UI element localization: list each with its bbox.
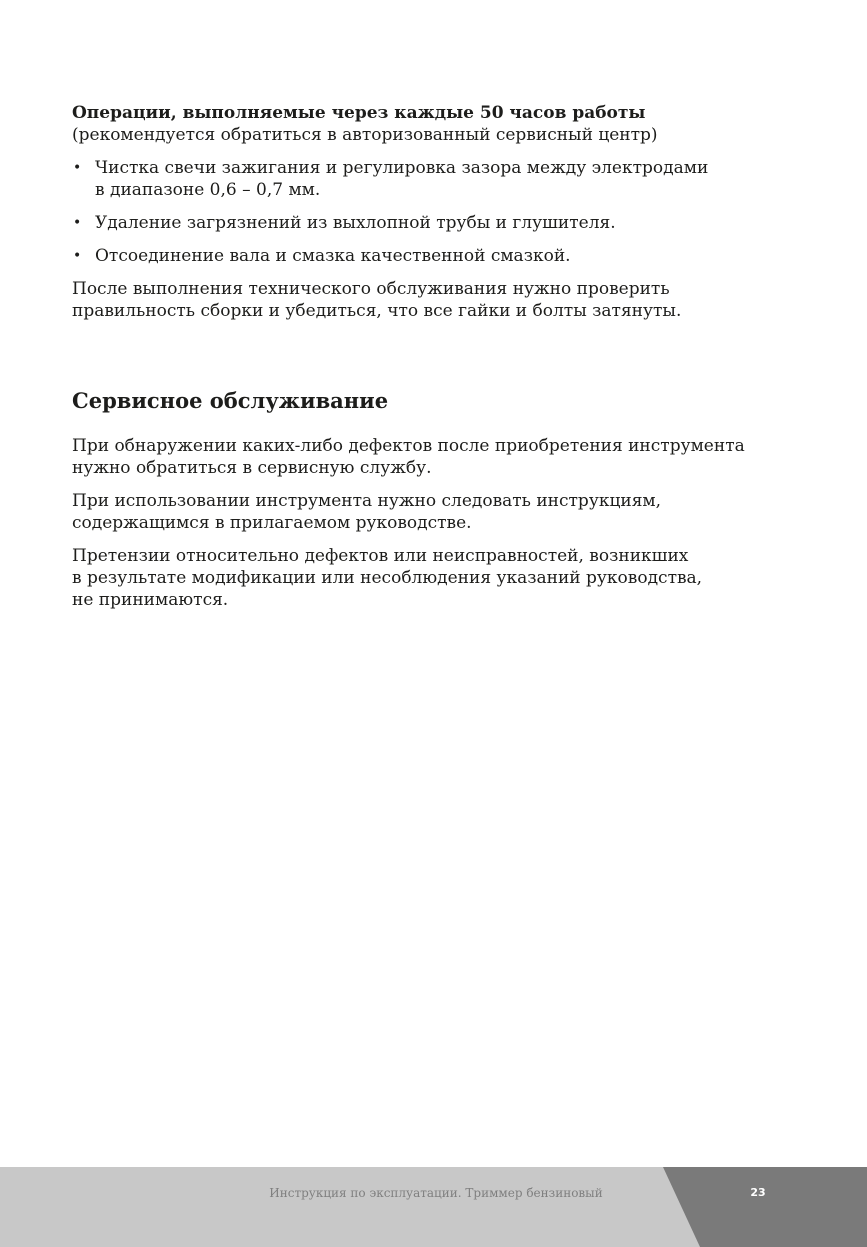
paragraph <box>72 490 745 534</box>
paragraph-line: в результате модификации или несоблюдения указаний руководства, <box>72 568 703 588</box>
list-item <box>72 157 708 201</box>
section-title: Операции, выполняемые через каждые 50 часов работы <box>72 103 646 123</box>
list-item <box>72 245 708 267</box>
paragraph-line: При использовании инструмента нужно следовать инструкциям, <box>72 491 662 511</box>
paragraph-line: содержащимся в прилагаемом руководстве. <box>72 513 472 533</box>
page-number: 23 <box>750 1186 766 1199</box>
list-item-line: Чистка свечи зажигания и регулировка зазора между электродами <box>95 158 709 178</box>
footer-tab-shape <box>663 1167 867 1247</box>
section-intro <box>72 102 708 146</box>
paragraph-line: После выполнения технического обслуживания нужно проверить <box>72 279 670 299</box>
paragraph <box>72 545 745 611</box>
paragraph-line: Претензии относительно дефектов или неисправностей, возникших <box>72 546 689 566</box>
paragraph-line: правильность сборки и убедиться, что все гайки и болты затянуты. <box>72 301 682 321</box>
footer-document-title: Инструкция по эксплуатации. Триммер бензиновый <box>269 1186 603 1200</box>
paragraph-line: нужно обратиться в сервисную службу. <box>72 458 432 478</box>
maintenance-50h-section <box>72 102 708 333</box>
after-maintenance-note <box>72 278 708 322</box>
bullet-marker: • <box>73 248 82 264</box>
section-subtitle: (рекомендуется обратиться в авторизованный сервисный центр) <box>72 125 658 145</box>
section-heading: Сервисное обслуживание <box>72 388 389 413</box>
list-item <box>72 212 708 234</box>
list-item-line: Удаление загрязнений из выхлопной трубы и глушителя. <box>95 213 616 233</box>
paragraph-line: не принимаются. <box>72 590 229 610</box>
footer-tab-graphic <box>0 1167 867 1247</box>
list-item-line: Отсоединение вала и смазка качественной смазкой. <box>95 246 571 266</box>
bullet-marker: • <box>73 215 82 231</box>
paragraph-line: При обнаружении каких-либо дефектов после приобретения инструмента <box>72 436 745 456</box>
page-footer <box>0 1167 867 1247</box>
service-section <box>72 387 745 622</box>
list-item-line: в диапазоне 0,6 – 0,7 мм. <box>95 180 321 200</box>
bullet-marker: • <box>73 160 82 176</box>
paragraph <box>72 435 745 479</box>
